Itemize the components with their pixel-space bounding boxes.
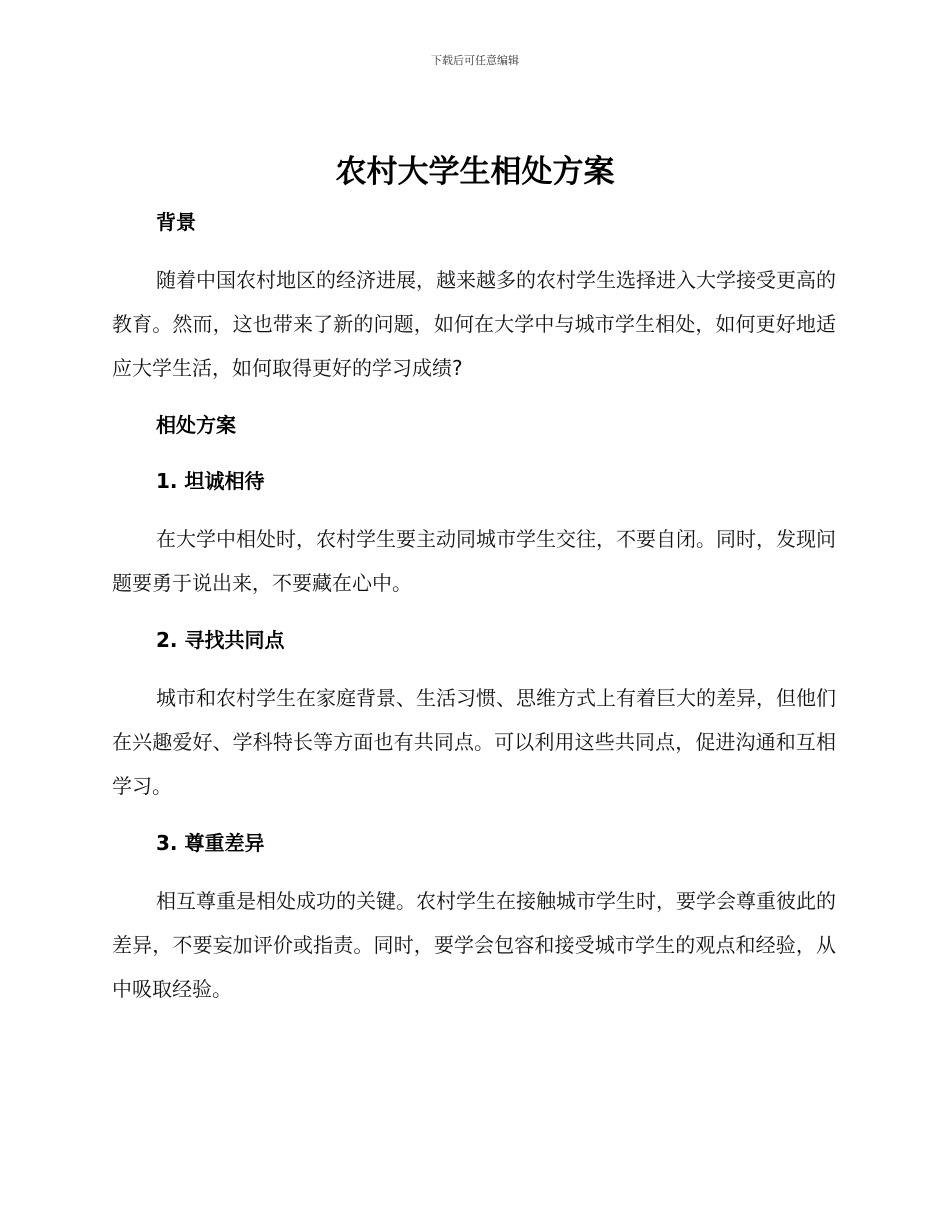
subsection-heading-1: 1. 坦诚相待 xyxy=(156,469,265,493)
paragraph-2: 城市和农村学生在家庭背景、生活习惯、思维方式上有着巨大的差异，但他们在兴趣爱好、学科特长等方面也有共同点。可以利用这些共同点，促进沟通和互相学习。 xyxy=(112,686,836,798)
subsection-heading-3: 3. 尊重差异 xyxy=(156,831,265,855)
section-heading-plan: 相处方案 xyxy=(156,413,236,437)
document-title: 农村大学生相处方案 xyxy=(335,154,615,190)
paragraph-1: 在大学中相处时，农村学生要主动同城市学生交往，不要自闭。同时，发现问题要勇于说出来，不要藏在心中。 xyxy=(112,527,836,595)
document-body xyxy=(112,201,836,1011)
page-header: 下载后可任意编辑 xyxy=(431,54,519,67)
subsection-heading-2: 2. 寻找共同点 xyxy=(156,628,285,652)
section-heading-background: 背景 xyxy=(156,210,196,234)
paragraph-background: 随着中国农村地区的经济进展，越来越多的农村学生选择进入大学接受更高的教育。然而，这也带来了新的问题，如何在大学中与城市学生相处，如何更好地适应大学生活，如何取得更好的学习成绩? xyxy=(112,268,836,380)
paragraph-3: 相互尊重是相处成功的关键。农村学生在接触城市学生时，要学会尊重彼此的差异，不要妄加评价或指责。同时，要学会包容和接受城市学生的观点和经验，从中吸取经验。 xyxy=(112,889,836,1001)
